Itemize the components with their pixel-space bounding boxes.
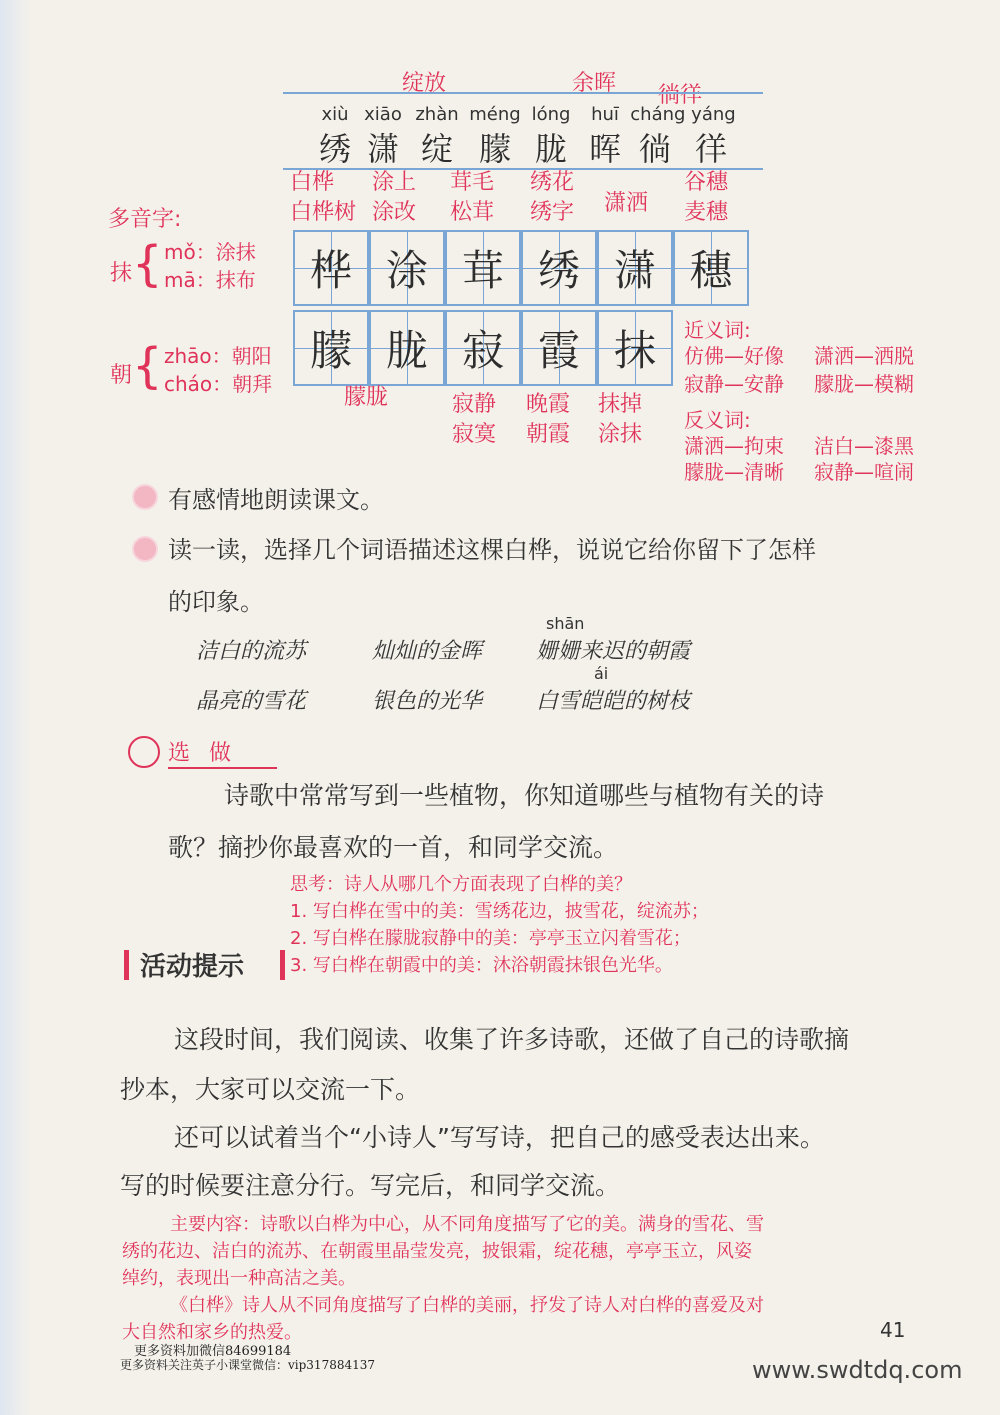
annotation-baihua: 白桦	[290, 170, 335, 195]
char-zhan: 绽	[420, 130, 453, 168]
annotation-xiaosa: 潇洒	[604, 191, 649, 216]
pinyin-meng: méng	[469, 104, 521, 125]
synonyms-label: 近义词:	[684, 318, 751, 342]
annotation-jijing-group	[452, 390, 496, 450]
task-bullet-icon	[132, 484, 158, 510]
grid-cell	[445, 310, 521, 386]
grid-cell	[445, 230, 521, 306]
think-item-2: 2. 写白桦在朦胧寂静中的美：亭亭玉立闪着雪花；	[290, 928, 691, 949]
phrase-xuehua: 晶亮的雪花	[196, 689, 307, 714]
optional-label: 选 做	[168, 736, 277, 769]
annotation-jijing: 寂静	[452, 392, 497, 417]
grid-cell	[673, 230, 749, 306]
summary-line3: 绰约，表现出一种高洁之美。	[122, 1268, 356, 1289]
annotation-xiuzi: 绣字	[530, 200, 575, 225]
char-hui: 晖	[588, 130, 621, 168]
phrase-jinhui: 灿灿的金晖	[372, 639, 483, 664]
optional-line1: 诗歌中常常写到一些植物，你知道哪些与植物有关的诗	[224, 781, 825, 810]
annotation-zhaoxia: 朝霞	[526, 422, 571, 447]
task-2-line2: 的印象。	[168, 588, 264, 616]
grid-char: 绣	[537, 246, 580, 295]
synonym-2b: 朦胧—模糊	[814, 372, 914, 396]
activity-p2-line1: 还可以试着当个“小诗人”写写诗，把自己的感受表达出来。	[174, 1123, 825, 1152]
annotation-tugai: 涂改	[372, 200, 417, 225]
grid-cell	[293, 230, 369, 306]
brace-icon: {	[132, 338, 163, 394]
polyphonic-chao-line1: zhāo：朝阳	[164, 344, 272, 368]
char-xiao: 潇	[366, 130, 399, 168]
phrase-shuzhi: 白雪皑皑的树枝	[536, 689, 691, 714]
antonym-2a: 朦胧—清晰	[684, 460, 784, 484]
polyphonic-chao-char: 朝	[110, 363, 133, 388]
synonym-1a: 仿佛—好像	[684, 344, 784, 368]
annotation-wanxia: 晚霞	[526, 392, 571, 417]
task-2-line1: 读一读，选择几个词语描述这棵白桦，说说它给你留下了怎样	[168, 536, 816, 564]
pinyin-hui: huī	[591, 104, 619, 125]
grid-char: 穗	[689, 246, 732, 295]
grid-char: 潇	[613, 246, 656, 295]
synonym-1b: 潇洒—洒脱	[814, 344, 914, 368]
annotation-jimo: 寂寞	[452, 422, 497, 447]
annotation-col1	[290, 168, 356, 228]
annotation-wanxia-group	[526, 390, 570, 450]
char-xiu: 绣	[318, 130, 351, 168]
antonym-1b: 洁白—漆黑	[814, 434, 914, 458]
polyphonic-label: 多音字:	[108, 207, 182, 232]
annotation-col4	[530, 168, 574, 228]
summary-line5: 大自然和家乡的热爱。	[122, 1322, 302, 1343]
antonym-2b: 寂静—喧闹	[814, 460, 914, 484]
grid-cell	[597, 310, 673, 386]
pinyin-long: lóng	[531, 104, 571, 125]
annotation-col3	[450, 168, 494, 228]
activity-p1-line1: 这段时间，我们阅读、收集了许多诗歌，还做了自己的诗歌摘	[174, 1025, 850, 1054]
grid-char: 胧	[385, 326, 428, 375]
annotation-tumo: 涂抹	[598, 422, 643, 447]
summary-line1: 主要内容：诗歌以白桦为中心，从不同角度描写了它的美。满身的雪花、雪	[170, 1214, 764, 1235]
annotation-modiao: 抹掉	[598, 392, 643, 417]
polyphonic-mo-char: 抹	[110, 261, 133, 286]
task-bullet-icon	[132, 536, 158, 562]
phrase-liusu: 洁白的流苏	[196, 639, 307, 664]
char-chang: 徜	[638, 130, 671, 168]
activity-title: 活动提示	[140, 952, 245, 982]
char-meng: 朦	[478, 130, 511, 168]
polyphonic-chao-lines	[164, 342, 272, 398]
annotation-mo-group	[598, 390, 642, 450]
page-edge-shadow	[0, 0, 30, 1415]
section-bar-left	[124, 950, 129, 980]
optional-icon	[128, 736, 160, 768]
polyphonic-chao-line2: cháo：朝拜	[164, 372, 273, 396]
annotation-rongmao: 茸毛	[450, 170, 495, 195]
annotation-zhanfang: 绽放	[402, 71, 447, 96]
brace-icon: {	[132, 236, 163, 292]
pinyin-shan: shān	[546, 614, 585, 633]
activity-p1-line2: 抄本，大家可以交流一下。	[120, 1075, 421, 1104]
polyphonic-mo-line2: mā：抹布	[164, 268, 256, 292]
grid-cell	[521, 230, 597, 306]
grid-char: 抹	[613, 326, 656, 375]
page-number: 41	[880, 1318, 906, 1342]
antonym-1a: 潇洒—拘束	[684, 434, 784, 458]
annotation-col2	[372, 168, 416, 228]
pinyin-ai: ái	[594, 664, 609, 683]
annotation-maisui: 麦穗	[684, 200, 729, 225]
section-bar-right	[280, 950, 285, 980]
polyphonic-mo-lines	[164, 238, 256, 294]
grid-char: 涂	[385, 246, 428, 295]
grid-char: 茸	[461, 246, 504, 295]
grid-cell	[293, 310, 369, 386]
annotation-gusui: 谷穗	[684, 170, 729, 195]
grid-cell	[521, 310, 597, 386]
pinyin-xiao: xiāo	[364, 104, 402, 125]
annotation-yuhui: 余晖	[572, 71, 617, 96]
grid-char: 霞	[537, 326, 580, 375]
grid-char: 朦	[309, 326, 352, 375]
char-long: 胧	[534, 130, 567, 168]
activity-p2-line2: 写的时候要注意分行。写完后，和同学交流。	[120, 1171, 621, 1200]
grid-cell	[597, 230, 673, 306]
think-item-3: 3. 写白桦在朝霞中的美：沐浴朝霞抹银色光华。	[290, 955, 673, 976]
summary-line2: 绣的花边、洁白的流苏、在朝霞里晶莹发亮，披银霜，绽花穗，亭亭玉立，风姿	[122, 1241, 752, 1262]
pinyin-xiu: xiù	[321, 104, 349, 125]
watermark: www.swdtdq.com	[752, 1356, 963, 1384]
annotation-xiuhua: 绣花	[530, 170, 575, 195]
phrase-zhaoxia: 姗姗来迟的朝霞	[536, 639, 691, 664]
polyphonic-mo-line1: mǒ：涂抹	[164, 240, 256, 264]
char-yang: 徉	[694, 130, 727, 168]
grid-cell	[369, 310, 445, 386]
annotation-menglong: 朦胧	[344, 385, 389, 410]
summary-line4: 《白桦》诗人从不同角度描写了白桦的美丽，抒发了诗人对白桦的喜爱及对	[170, 1295, 764, 1316]
annotation-col6	[684, 168, 728, 228]
pinyin-zhan: zhàn	[415, 104, 459, 125]
think-title: 思考：诗人从哪几个方面表现了白桦的美？	[290, 874, 632, 895]
grid-char: 桦	[309, 246, 352, 295]
synonym-2a: 寂静—安静	[684, 372, 784, 396]
antonyms-label: 反义词:	[684, 408, 751, 432]
annotation-baihuashu: 白桦树	[290, 200, 357, 225]
rule-top	[283, 92, 763, 94]
annotation-changyang: 徜徉	[658, 83, 703, 108]
footer-line2: 更多资料关注英子小课堂微信：vip317884137	[120, 1358, 376, 1372]
footer-line1: 更多资料加微信84699184	[134, 1344, 292, 1359]
annotation-songrong: 松茸	[450, 200, 495, 225]
pinyin-changyang: cháng yáng	[630, 104, 736, 125]
phrase-guanghua: 银色的光华	[372, 689, 483, 714]
grid-cell	[369, 230, 445, 306]
optional-line2: 歌？摘抄你最喜欢的一首，和同学交流。	[168, 833, 619, 862]
task-1-text: 有感情地朗读课文。	[168, 486, 384, 514]
grid-char: 寂	[461, 326, 504, 375]
think-item-1: 1. 写白桦在雪中的美：雪绣花边，披雪花，绽流苏；	[290, 901, 709, 922]
annotation-tushang: 涂上	[372, 170, 417, 195]
